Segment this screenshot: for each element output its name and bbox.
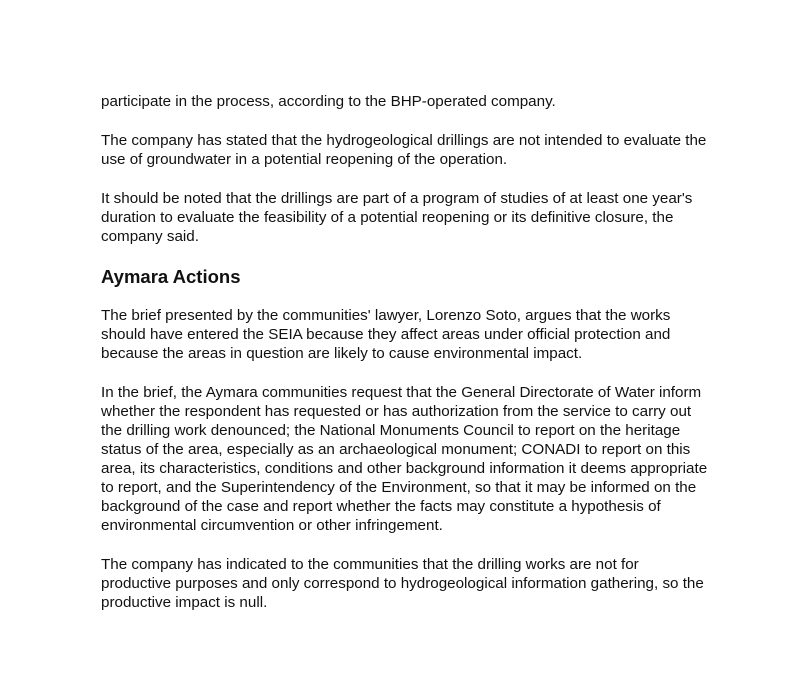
document-page (101, 92, 711, 632)
paragraph-study-program: It should be noted that the drillings are part of a program of studies of at least one year's duration to evaluate the feasibility of a potential reopening or its definitive closure, the company said. (101, 190, 693, 245)
paragraph-groundwater-statement: The company has stated that the hydrogeological drillings are not intended to evaluate the use of groundwater in a potential reopening of the operation. (101, 132, 707, 168)
paragraph-lawyer-brief: The brief presented by the communities' lawyer, Lorenzo Soto, argues that the works should have entered the SEIA because they affect areas under official protection and because the areas in question are likely to cause environmental impact. (101, 307, 671, 362)
paragraph-process-participation: participate in the process, according to the BHP-operated company. (101, 93, 556, 110)
paragraph-community-requests: In the brief, the Aymara communities request that the General Directorate of Water inform whether the respondent has requested or has authorization from the service to carry out the drilling work denounced; the National Monuments Council to report on the heritage status of the area, especially as an archaeological monument; CONADI to report on this area, its characteristics, conditions and other background information it deems appropriate to report, and the Superintendency of the Environment, so that it may be informed on the background of the case and report whether the facts may constitute a hypothesis of environmental circumvention or other infringement. (101, 384, 708, 534)
section-heading: Aymara Actions (101, 266, 241, 287)
paragraph-company-indication: The company has indicated to the communities that the drilling works are not for productive purposes and only correspond to hydrogeological information gathering, so the productive impact is null. (101, 556, 704, 611)
